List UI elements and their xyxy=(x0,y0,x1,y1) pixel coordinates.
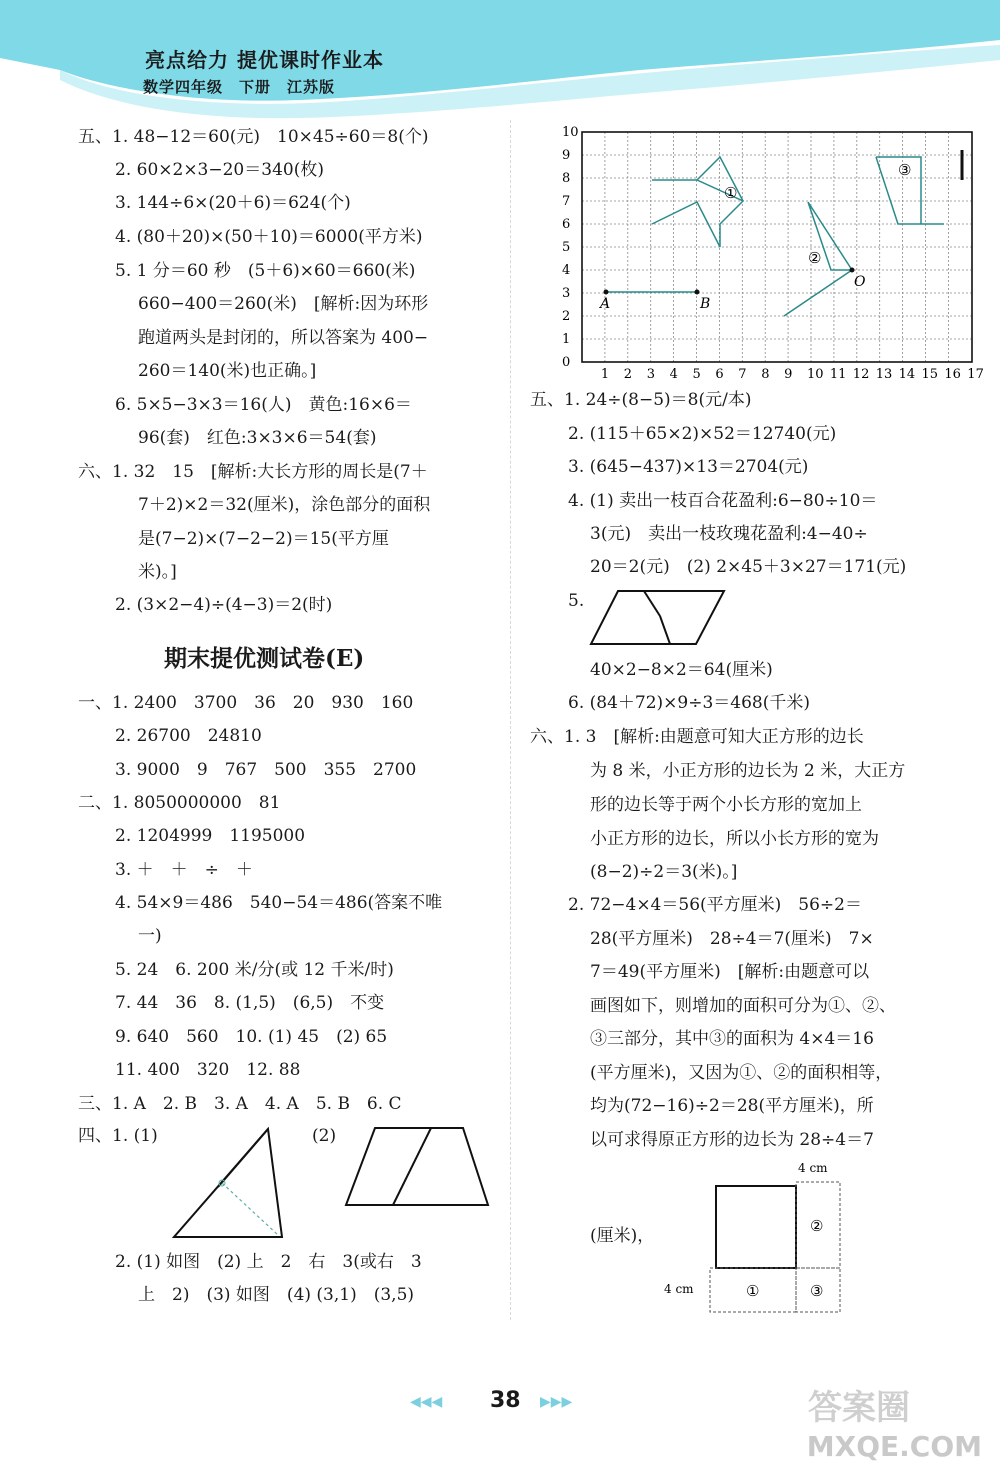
x-tick-label: 2 xyxy=(623,367,633,382)
shape-3-label: ③ xyxy=(898,161,912,179)
answer-line: 五、1. 48−12＝60(元) 10×45÷60＝8(个) xyxy=(78,127,429,147)
watermark-logo: 答案圈 xyxy=(808,1388,910,1428)
x-tick-label: 4 xyxy=(669,367,678,382)
triangle-figure xyxy=(170,1125,290,1245)
y-tick-label: 4 xyxy=(562,263,571,278)
x-tick-label: 6 xyxy=(715,367,724,382)
answer-line: 2. 26700 24810 xyxy=(115,726,262,746)
book-title: 亮点给力 提优课时作业本 xyxy=(145,48,384,72)
x-tick-label: 3 xyxy=(646,367,655,382)
answer-line: 均为(72−16)÷2＝28(平方厘米)，所 xyxy=(590,1096,874,1116)
answer-line: 四、1. (1) xyxy=(78,1126,158,1146)
answer-line: 4. (1) 卖出一枝百合花盈利:6−80÷10＝ xyxy=(568,491,878,511)
x-tick-label: 1 xyxy=(600,367,610,382)
answer-line: 7. 44 36 8. (1,5) (6,5) 不变 xyxy=(115,993,385,1013)
answer-line: 3. (645−437)×13＝2704(元) xyxy=(568,457,809,477)
book-subtitle: 数学四年级 下册 江苏版 xyxy=(143,78,336,96)
x-tick-label: 5 xyxy=(692,367,701,382)
answer-line: 2. (3×2−4)÷(4−3)＝2(时) xyxy=(115,595,333,615)
x-tick-label: 12 xyxy=(852,367,870,382)
answer-line: 28(平方厘米) 28÷4＝7(厘米) 7× xyxy=(590,929,874,949)
answer-line: 六、1. 3 [解析:由题意可知大正方形的边长 xyxy=(530,727,864,747)
x-tick-label: 14 xyxy=(898,367,916,382)
y-tick-label: 2 xyxy=(562,309,571,324)
answer-line: 3. 9000 9 767 500 355 2700 xyxy=(115,760,417,780)
y-tick-label: 9 xyxy=(562,148,571,163)
x-tick-label: 9 xyxy=(784,367,793,382)
x-tick-label: 7 xyxy=(738,367,747,382)
y-tick-label: 10 xyxy=(562,125,579,140)
answer-line: 20＝2(元) (2) 2×45＋3×27＝171(元) xyxy=(590,557,907,577)
answer-line: 3(元) 卖出一枝玫瑰花盈利:4−40÷ xyxy=(590,524,868,544)
answer-line: 40×2−8×2＝64(厘米) xyxy=(590,660,773,680)
answer-line: 2. (1) 如图 (2) 上 2 右 3(或右 3 xyxy=(115,1252,422,1272)
parallelogram-figure xyxy=(588,588,728,648)
answer-line: 9. 640 560 10. (1) 45 (2) 65 xyxy=(115,1027,388,1047)
left-height-label: 4 cm xyxy=(664,1282,694,1296)
answer-line: 6. (84＋72)×9÷3＝468(千米) xyxy=(568,693,810,713)
column-divider xyxy=(510,120,512,1320)
x-tick-label: 10 xyxy=(807,367,824,382)
answer-line: (平方厘米)，又因为①、②的面积相等， xyxy=(590,1063,893,1083)
coordinate-grid xyxy=(560,120,984,382)
answer-line: 5. 1 分＝60 秒 (5＋6)×60＝660(米) xyxy=(115,261,416,281)
answer-line: 2. 72−4×4＝56(平方厘米) 56÷2＝ xyxy=(568,895,862,915)
answer-line: 五、1. 24÷(8−5)＝8(元/本) xyxy=(530,390,752,410)
answer-line: 一) xyxy=(138,926,162,946)
y-tick-label: 1 xyxy=(562,332,571,347)
answer-line: 660−400＝260(米) [解析:因为环形 xyxy=(138,294,429,314)
answer-line: 260＝140(米)也正确。] xyxy=(138,361,317,381)
answer-line: 三、1. A 2. B 3. A 4. A 5. B 6. C xyxy=(78,1094,402,1114)
x-tick-label: 17 xyxy=(967,367,984,382)
region-3-label: ③ xyxy=(810,1282,824,1300)
answer-line: 5. xyxy=(568,591,585,611)
watermark-url: MXQE.COM xyxy=(806,1430,982,1463)
prev-arrows-icon: ◀◀◀ xyxy=(410,1394,443,1410)
answer-line: 2. (115＋65×2)×52＝12740(元) xyxy=(568,424,837,444)
shape-2-label: ② xyxy=(808,249,822,267)
region-2-label: ② xyxy=(810,1217,824,1235)
answer-line: 4. (80＋20)×(50＋10)＝6000(平方米) xyxy=(115,227,423,247)
x-tick-label: 15 xyxy=(921,367,939,382)
answer-line: 3. 144÷6×(20＋6)＝624(个) xyxy=(115,193,351,213)
answer-line: 为 8 米，小正方形的边长为 2 米，大正方 xyxy=(590,761,906,781)
answer-line: 小正方形的边长，所以小长方形的宽为 xyxy=(590,829,879,849)
answer-line: (厘米)， xyxy=(590,1226,655,1246)
answer-line: ③三部分，其中③的面积为 4×4＝16 xyxy=(590,1029,874,1049)
region-1-label: ① xyxy=(746,1282,760,1300)
answer-line: 米)。] xyxy=(138,562,177,582)
y-tick-label: 0 xyxy=(562,355,571,370)
x-tick-label: 11 xyxy=(829,367,847,382)
answer-line: 二、1. 8050000000 81 xyxy=(78,793,281,813)
answer-line: 3. ＋ ＋ ÷ ＋ xyxy=(115,860,253,880)
section-title: 期末提优测试卷(E) xyxy=(164,645,365,672)
y-tick-label: 3 xyxy=(562,286,571,301)
answer-line: 7＋2)×2＝32(厘米)，涂色部分的面积 xyxy=(138,495,431,515)
x-tick-label: 16 xyxy=(944,367,961,382)
answer-line: 以可求得原正方形的边长为 28÷4＝7 xyxy=(590,1130,874,1150)
answer-line: 是(7−2)×(7−2−2)＝15(平方厘 xyxy=(138,529,389,549)
answer-line: 5. 24 6. 200 米/分(或 12 千米/时) xyxy=(115,960,394,980)
answer-line: 7＝49(平方厘米) [解析:由题意可以 xyxy=(590,962,870,982)
square-diagram xyxy=(660,1158,880,1318)
answer-line: 4. 54×9＝486 540−54＝486(答案不唯 xyxy=(115,893,443,913)
answer-line: 跑道两头是封闭的，所以答案为 400− xyxy=(138,328,429,348)
y-tick-label: 7 xyxy=(562,194,571,209)
next-arrows-icon: ▶▶▶ xyxy=(540,1394,573,1410)
point-a-label: A xyxy=(600,296,611,312)
x-tick-label: 8 xyxy=(761,367,770,382)
answer-line: 96(套) 红色:3×3×6＝54(套) xyxy=(138,428,377,448)
point-b-label: B xyxy=(700,296,711,312)
top-width-label: 4 cm xyxy=(798,1161,828,1175)
y-tick-label: 5 xyxy=(562,240,571,255)
answer-line: 2. 1204999 1195000 xyxy=(115,826,306,846)
x-tick-label: 13 xyxy=(875,367,893,382)
answer-line: 11. 400 320 12. 88 xyxy=(115,1060,301,1080)
answer-line: 一、1. 2400 3700 36 20 930 160 xyxy=(78,693,414,713)
answer-line: 2. 60×2×3−20＝340(枚) xyxy=(115,160,324,180)
answer-line: 形的边长等于两个小长方形的宽加上 xyxy=(590,795,862,815)
answer-line: 上 2) (3) 如图 (4) (3,1) (3,5) xyxy=(138,1285,415,1305)
answer-line: 画图如下，则增加的面积可分为①、②、 xyxy=(590,996,896,1016)
trapezoid-figure xyxy=(343,1125,493,1210)
point-o-label: O xyxy=(854,274,866,290)
answer-line: 6. 5×5−3×3＝16(人) 黄色:16×6＝ xyxy=(115,395,412,415)
y-tick-label: 6 xyxy=(562,217,571,232)
answer-line: (2) xyxy=(312,1126,337,1146)
shape-1-label: ① xyxy=(724,184,738,202)
answer-line: (8−2)÷2＝3(米)。] xyxy=(590,862,738,882)
answer-line: 六、1. 32 15 [解析:大长方形的周长是(7＋ xyxy=(78,462,428,482)
y-tick-label: 8 xyxy=(562,171,571,186)
page-number: 38 xyxy=(490,1388,521,1413)
